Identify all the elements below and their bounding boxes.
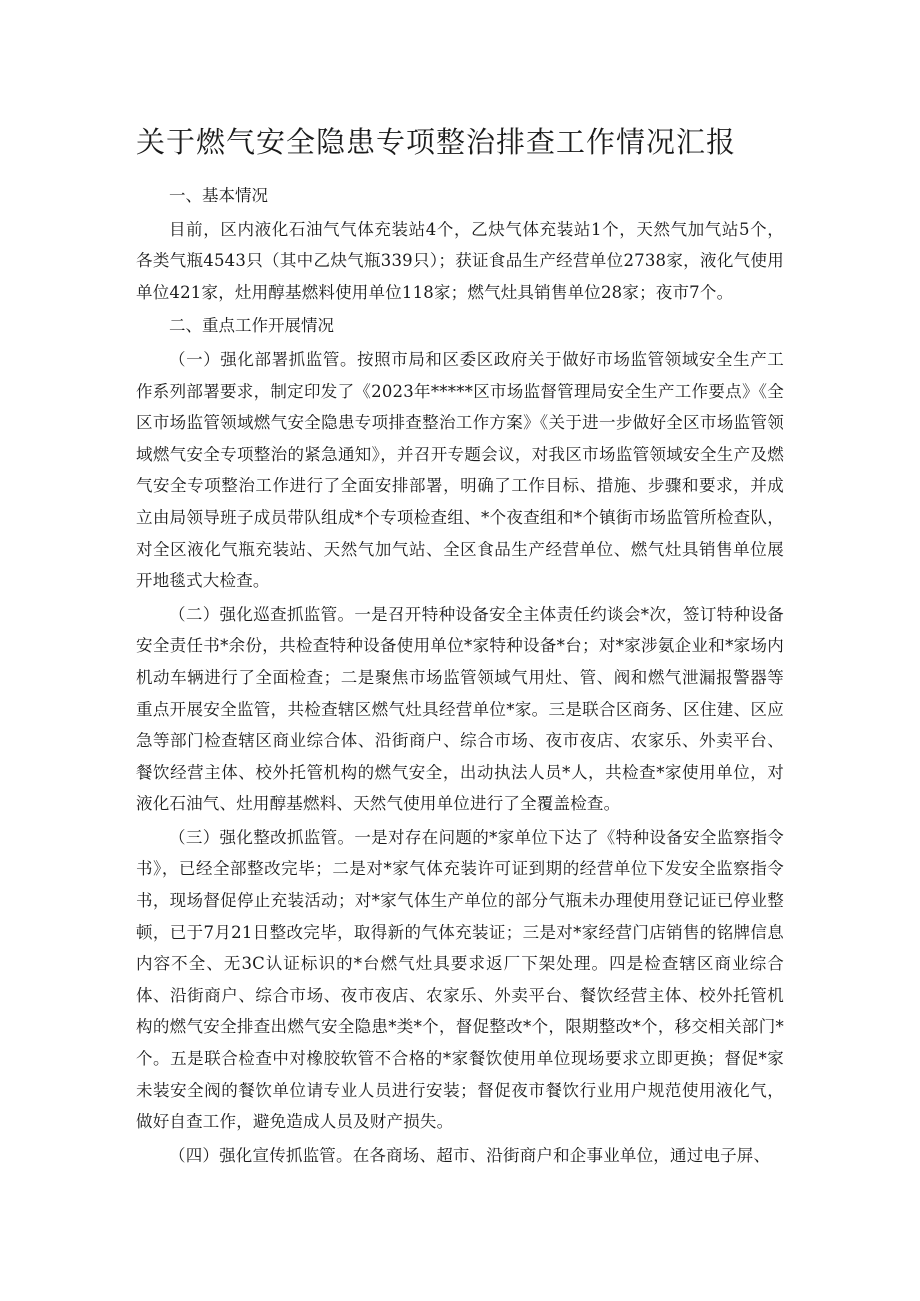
- paragraph-publicity: （四）强化宣传抓监管。在各商场、超市、沿街商户和企事业单位，通过电子屏、: [169, 1145, 771, 1165]
- paragraph-deployment: （一）强化部署抓监管。按照市局和区委区政府关于做好市场监管领域安全生产工作系列部署要求，制定印发了《2023年*****区市场监督管理局安全生产工作要点》《全区市场监管领域燃气安全隐患专项排查整治工作方案》《关于进一步做好全区市场监管领域燃气安全专项整治的紧急通知》，并召开专题会议，对我区市场监管领域安全生产及燃气安全专项整治工作进行了全面安排部署，明确了工作目标、措施、步骤和要求，并成立由局领导班子成员带队组成*个专项检查组、*个夜查组和*个镇街市场监管所检查队，对全区液化气瓶充装站、天然气加气站、全区食品生产经营单位、燃气灶具销售单位展开地毯式大检查。: [136, 349, 784, 591]
- document-body: [136, 180, 784, 1173]
- section-heading-basic-info: 一、基本情况: [169, 186, 268, 205]
- document-title: 关于燃气安全隐患专项整治排查工作情况汇报: [136, 125, 737, 159]
- paragraph-rectification: （三）强化整改抓监管。一是对存在问题的*家单位下达了《特种设备安全监察指令书》，已经全部整改完毕；二是对*家气体充装许可证到期的经营单位下发安全监察指令书，现场督促停止充装活动；对*家气体生产单位的部分气瓶未办理使用登记证已停业整顿，已于7月21日整改完毕，取得新的气体充装证；三是对*家经营门店销售的铭牌信息内容不全、无3C认证标识的*台燃气灶具要求返厂下架处理。四是检查辖区商业综合体、沿街商户、综合市场、夜市夜店、农家乐、外卖平台、餐饮经营主体、校外托管机构的燃气安全排查出燃气安全隐患*类*个，督促整改*个，限期整改*个，移交相关部门*个。五是联合检查中对橡胶软管不合格的*家餐饮使用单位现场要求立即更换；督促*家未装安全阀的餐饮单位请专业人员进行安装；督促夜市餐饮行业用户规范使用液化气，做好自查工作，避免造成人员及财产损失。: [136, 827, 784, 1132]
- paragraph-basic-info: 目前，区内液化石油气气体充装站4个，乙炔气体充装站1个，天然气加气站5个，各类气瓶4543只（其中乙炔气瓶339只）；获证食品生产经营单位2738家，液化气使用单位421家，灶用醇基燃料使用单位118家；燃气灶具销售单位28家；夜市7个。: [136, 219, 784, 302]
- paragraph-inspection: （二）强化巡查抓监管。一是召开特种设备安全主体责任约谈会*次，签订特种设备安全责任书*余份，共检查特种设备使用单位*家特种设备*台；对*家涉氨企业和*家场内机动车辆进行了全面检查；二是聚焦市场监管领域气用灶、管、阀和燃气泄漏报警器等重点开展安全监管，共检查辖区燃气灶具经营单位*家。三是联合区商务、区住建、区应急等部门检查辖区商业综合体、沿街商户、综合市场、夜市夜店、农家乐、外卖平台、餐饮经营主体、校外托管机构的燃气安全，出动执法人员*人，共检查*家使用单位，对液化石油气、灶用醇基燃料、天然气使用单位进行了全覆盖检查。: [136, 604, 784, 814]
- section-heading-key-work: 二、重点工作开展情况: [169, 316, 334, 336]
